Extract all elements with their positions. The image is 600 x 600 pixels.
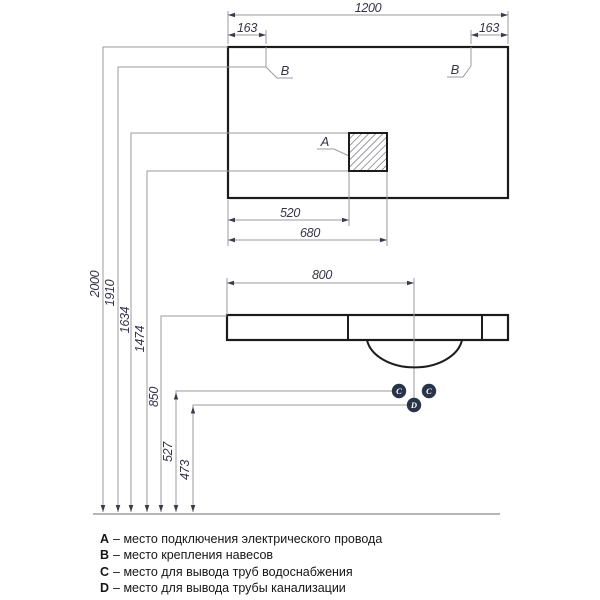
legend bbox=[100, 531, 382, 597]
legend-text: – место для вывода труб водоснабжения bbox=[113, 564, 353, 579]
dim-text-hanger-right: 163 bbox=[479, 21, 499, 35]
legend-key: A bbox=[100, 532, 110, 546]
dim-text-panel-width: 1200 bbox=[354, 1, 382, 15]
electrical-point-label: A bbox=[320, 134, 330, 149]
legend-text: – место крепления навесов bbox=[113, 548, 274, 563]
wall-panel-outline bbox=[228, 47, 508, 198]
drain-label: D bbox=[410, 400, 418, 410]
dim-text-hanger-left: 163 bbox=[237, 21, 257, 35]
legend-text: – место для вывода трубы канализации bbox=[113, 581, 346, 596]
dim-text-height-527: 527 bbox=[161, 442, 175, 462]
countertop-outline bbox=[227, 315, 508, 340]
legend-item-drain bbox=[100, 580, 382, 596]
legend-item-hangers bbox=[100, 547, 382, 563]
legend-text: – место подключения электрического провода bbox=[113, 532, 383, 546]
dim-text-height-2000: 2000 bbox=[88, 270, 102, 298]
dim-text-height-1910: 1910 bbox=[103, 279, 117, 307]
dim-text-height-850: 850 bbox=[147, 387, 161, 407]
electrical-outlet-square bbox=[349, 133, 387, 171]
height-line-473 bbox=[193, 405, 407, 512]
dim-text-height-473: 473 bbox=[178, 460, 192, 480]
height-line-850 bbox=[161, 316, 227, 512]
legend-item-electrical bbox=[100, 531, 382, 547]
legend-key: B bbox=[100, 548, 110, 563]
dim-text-height-1634: 1634 bbox=[118, 306, 132, 334]
up-arrow-527 bbox=[174, 393, 178, 400]
height-line-527 bbox=[176, 391, 392, 512]
hanger-point-label-left: B bbox=[280, 63, 290, 78]
dim-text-basin-center: 800 bbox=[312, 268, 332, 282]
legend-item-water bbox=[100, 564, 382, 580]
legend-key: C bbox=[100, 564, 110, 579]
dim-text-height-1474: 1474 bbox=[133, 325, 147, 353]
legend-key: D bbox=[100, 581, 110, 596]
water-supply-label-left: C bbox=[396, 386, 402, 396]
water-supply-label-right: C bbox=[426, 386, 432, 396]
dim-text-outlet-right: 680 bbox=[300, 226, 320, 240]
hanger-point-label-right: B bbox=[450, 62, 460, 77]
up-arrow-473 bbox=[191, 407, 195, 414]
dim-text-outlet-left: 520 bbox=[280, 206, 300, 220]
